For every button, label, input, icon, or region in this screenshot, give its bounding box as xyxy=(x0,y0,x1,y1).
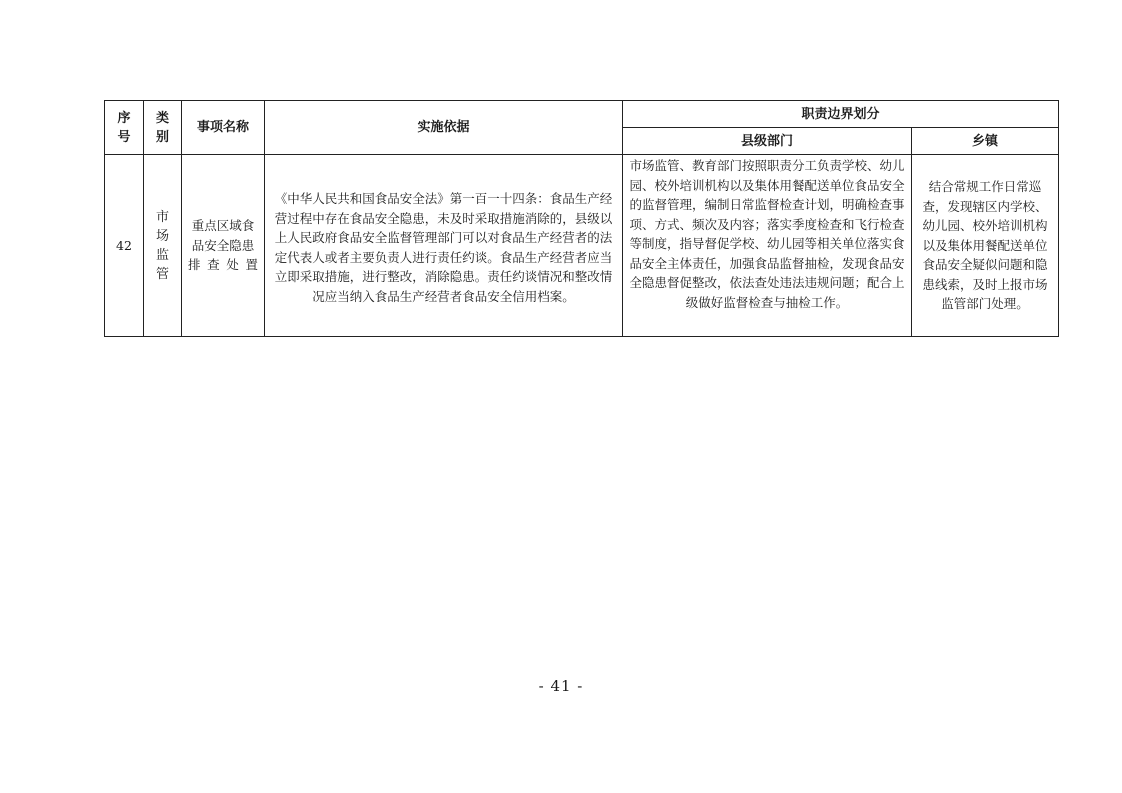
row-item-name: 重点区域食品安全隐患排查处置 xyxy=(182,155,265,337)
header-town: 乡镇 xyxy=(912,128,1059,155)
header-responsibility: 职责边界划分 xyxy=(623,101,1059,128)
row-basis: 《中华人民共和国食品安全法》第一百一十四条：食品生产经营过程中存在食品安全隐患，未及时采取措施消除的，县级以上人民政府食品安全监督管理部门可以对食品生产经营者的法定代表人或者主要负责人进行责任约谈。食品生产经营者应当立即采取措施，进行整改，消除隐患。责任约谈情况和整改情况应当纳入食品生产经营者食品安全信用档案。 xyxy=(265,155,623,337)
row-town-duty: 结合常规工作日常巡查，发现辖区内学校、幼儿园、校外培训机构以及集体用餐配送单位食品安全疑似问题和隐患线索，及时上报市场监管部门处理。 xyxy=(912,155,1059,337)
row-category: 市场监管 xyxy=(144,155,182,337)
header-item-name: 事项名称 xyxy=(182,101,265,155)
duty-boundary-table xyxy=(104,100,1059,337)
row-seq: 42 xyxy=(105,155,144,337)
table-row xyxy=(105,155,1059,337)
header-county: 县级部门 xyxy=(623,128,912,155)
header-seq: 序号 xyxy=(105,101,144,155)
row-county-duty: 市场监管、教育部门按照职责分工负责学校、幼儿园、校外培训机构以及集体用餐配送单位食品安全的监督管理，编制日常监督检查计划，明确检查事项、方式、频次及内容；落实季度检查和飞行检查等制度，指导督促学校、幼儿园等相关单位落实食品安全主体责任，加强食品监督抽检，发现食品安全隐患督促整改，依法查处违法违规问题；配合上级做好监督检查与抽检工作。 xyxy=(623,155,912,337)
page-number: - 41 - xyxy=(538,677,584,695)
header-basis: 实施依据 xyxy=(265,101,623,155)
header-category: 类别 xyxy=(144,101,182,155)
